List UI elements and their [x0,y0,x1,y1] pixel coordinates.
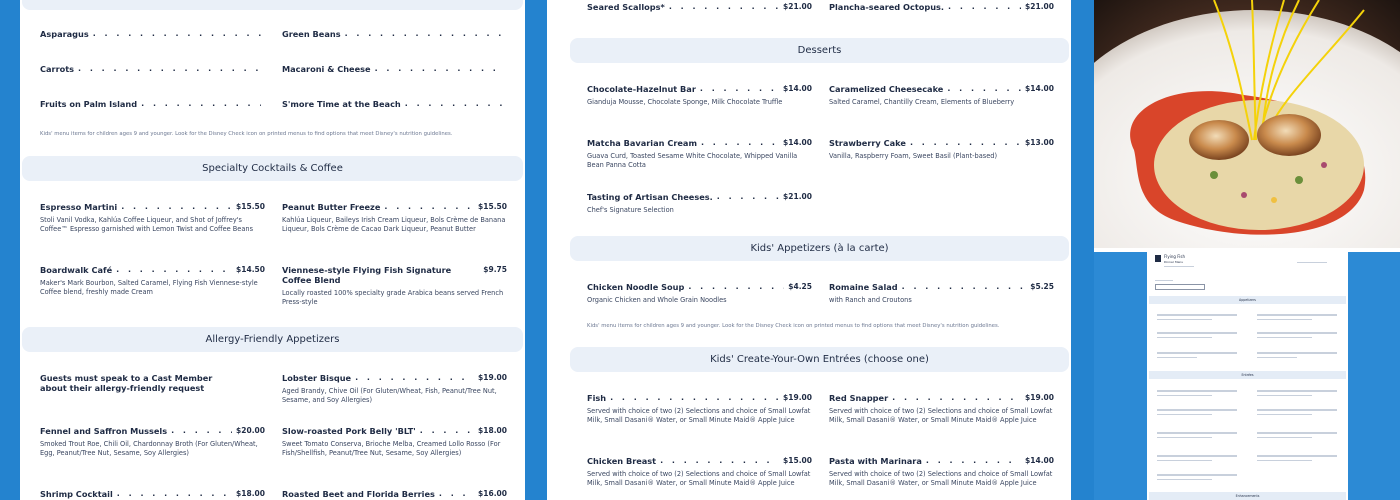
background-bar-middle-right [1071,0,1094,500]
menu-item [40,426,265,458]
item-name: Peanut Butter Freeze [282,202,381,212]
plate-illustration [1094,0,1400,248]
item-price: $15.50 [236,202,265,211]
item-price: $13.00 [1025,138,1054,147]
item-description: Served with choice of two (2) Selections and choice of Small Lowfat Milk, Small Dasani® Water, or Small Minute Maid® Apple Juice [587,407,811,424]
section-header-cocktails: Specialty Cocktails & Coffee [22,156,523,181]
item-description: Served with choice of two (2) Selections and choice of Small Lowfat Milk, Small Dasani® Water, or Small Minute Maid® Apple Juice [829,470,1053,487]
menu-item [587,138,812,170]
item-description: Sweet Tomato Conserva, Brioche Melba, Creamed Lollo Rosso (For Fish/Shellfish, Peanut/Tree Nut, Sesame, Soy Allergies) [282,440,501,457]
item-name: Seared Scallops* [587,2,665,12]
menu-item [829,456,1054,488]
menu-thumbnail[interactable] [1094,252,1400,500]
section-header-allergy-appetizers: Allergy-Friendly Appetizers [22,327,523,352]
background-bar-middle-left [525,0,547,500]
item-price: $21.00 [1025,2,1054,11]
item-price: $18.00 [236,489,265,498]
menu-item [282,373,507,405]
item-description: Organic Chicken and Whole Grain Noodles [587,296,727,304]
item-name: Strawberry Cake [829,138,906,148]
menu-item [829,138,1054,161]
menu-item [587,84,812,107]
menu-item [282,99,507,109]
thumbnail-subtitle: Dinner Menu [1164,260,1184,264]
item-price: $15.50 [478,202,507,211]
item-name: Macaroni & Cheese [282,64,371,74]
item-name: Chicken Noodle Soup [587,282,685,292]
item-price: $5.25 [1030,282,1054,291]
item-name: Shrimp Cocktail [40,489,113,499]
item-price: $19.00 [783,393,812,402]
item-description: Kahlúa Liqueur, Baileys Irish Cream Liqueur, Bols Crème de Banana Liqueur, Bols Crème de Cacao Dark Liqueur, Peanut Butter [282,216,506,233]
item-description: Stoli Vanil Vodka, Kahlúa Coffee Liqueur, and Shot of Joffrey's Coffee™ Espresso garnished with Lemon Twist and Coffee Beans [40,216,254,233]
menu-page-left [20,0,525,500]
kids-menu-note: Kids' menu items for children ages 9 and younger. Look for the Disney Check icon on printed menus to find options that meet Disney's nutrition guidelines. [587,323,1000,329]
item-name: Chicken Breast [587,456,657,466]
item-description: Served with choice of two (2) Selections and choice of Small Lowfat Milk, Small Dasani® Water, or Small Minute Maid® Apple Juice [829,407,1053,424]
item-name: Tasting of Artisan Cheeses. [587,192,713,202]
menu-item [587,456,812,488]
thumbnail-title: Flying Fish [1164,254,1185,259]
item-name: Espresso Martini [40,202,118,212]
item-price: $16.00 [478,489,507,498]
menu-item [587,393,812,425]
menu-item [282,489,507,499]
item-description: Smoked Trout Roe, Chili Oil, Chardonnay Broth (For Gluten/Wheat, Egg, Peanut/Tree Nut, Sesame, Soy Allergies) [40,440,258,457]
item-description: Gianduja Mousse, Chocolate Sponge, Milk Chocolate Truffle [587,98,783,106]
menu-item [40,99,265,109]
item-name: Carrots [40,64,75,74]
thumbnail-section-entrees: Entrées [1149,371,1346,379]
item-price: $14.00 [1025,456,1054,465]
item-price: $21.00 [783,2,812,11]
menu-item [829,282,1054,305]
menu-item [40,373,265,393]
menu-item [40,29,265,39]
menu-item [40,64,265,74]
item-name: Fish [587,393,607,403]
menu-item [282,426,507,458]
menu-item [282,29,507,39]
menu-item [40,489,265,499]
item-name: Chocolate-Hazelnut Bar [587,84,696,94]
thumbnail-section-appetizers: Appetizers [1149,296,1346,304]
section-header-kids-entrees: Kids' Create-Your-Own Entrées (choose one) [570,347,1069,372]
item-name: Pasta with Marinara [829,456,922,466]
menu-item [587,2,812,12]
item-price: $20.00 [236,426,265,435]
menu-item [587,282,812,305]
item-price: $14.00 [783,138,812,147]
scallops-dish-photo [1094,0,1400,248]
menu-item [40,202,265,234]
item-price: $18.00 [478,426,507,435]
item-price: $9.75 [483,265,507,274]
menu-page-middle [568,0,1071,500]
item-price: $14.00 [1025,84,1054,93]
menu-item [829,2,1054,12]
item-name: Romaine Salad [829,282,898,292]
item-name: Boardwalk Café [40,265,113,275]
item-name: Red Snapper [829,393,889,403]
item-price: $21.00 [783,192,812,201]
item-name: Roasted Beet and Florida Berries [282,489,435,499]
flying-fish-logo-icon [1155,255,1161,262]
item-price: $4.25 [788,282,812,291]
menu-item [40,265,265,297]
item-name: Fruits on Palm Island [40,99,138,109]
item-description: Chef's Signature Selection [587,206,674,214]
menu-item [282,265,507,307]
item-description: Served with choice of two (2) Selections and choice of Small Lowfat Milk, Small Dasani® Water, or Small Minute Maid® Apple Juice [587,470,811,487]
item-name: Green Beans [282,29,341,39]
item-description: Locally roasted 100% specialty grade Arabica beans served French Press-style [282,289,504,306]
item-name: S'more Time at the Beach [282,99,401,109]
thumbnail-section-enhancements: Enhancements [1149,492,1346,500]
item-description: Aged Brandy, Chive Oil (For Gluten/Wheat, Fish, Peanut/Tree Nut, Sesame, and Soy Allergies) [282,387,497,404]
menu-item [587,192,812,215]
thumbnail-dropdown [1155,284,1205,290]
kids-menu-note: Kids' menu items for children ages 9 and younger. Look for the Disney Check icon on printed menus to find options that meet Disney's nutrition guidelines. [40,131,453,137]
menu-item [829,84,1054,107]
item-name: Plancha-seared Octopus. [829,2,945,12]
item-description: with Ranch and Croutons [829,296,912,304]
menu-item [829,393,1054,425]
section-header-desserts: Desserts [570,38,1069,63]
item-price: $19.00 [478,373,507,382]
item-name: Viennese-style Flying Fish Signature Coffee Blend [282,265,452,285]
item-price: $19.00 [1025,393,1054,402]
item-name: Asparagus [40,29,89,39]
menu-item [282,202,507,234]
item-name: Caramelized Cheesecake [829,84,944,94]
item-price: $15.00 [783,456,812,465]
item-description: Vanilla, Raspberry Foam, Sweet Basil (Plant-based) [829,152,998,160]
item-name: Lobster Bisque [282,373,352,383]
section-header-top [22,0,523,10]
item-description: Maker's Mark Bourbon, Salted Caramel, Flying Fish Viennese-style Coffee blend, freshly made Cream [40,279,258,296]
item-description: Salted Caramel, Chantilly Cream, Elements of Blueberry [829,98,1015,106]
item-price: $14.00 [783,84,812,93]
section-header-kids-appetizers: Kids' Appetizers (à la carte) [570,236,1069,261]
item-name: Fennel and Saffron Mussels [40,426,168,436]
background-bar-left [0,0,20,500]
item-name: Slow-roasted Pork Belly 'BLT' [282,426,416,436]
thumbnail-page [1147,252,1348,500]
item-description: Guava Curd, Toasted Sesame White Chocolate, Whipped Vanilla Bean Panna Cotta [587,152,798,169]
item-name: Guests must speak to a Cast Member about their allergy-friendly request [40,373,213,393]
item-name: Matcha Bavarian Cream [587,138,697,148]
item-price: $14.50 [236,265,265,274]
menu-item [282,64,507,74]
